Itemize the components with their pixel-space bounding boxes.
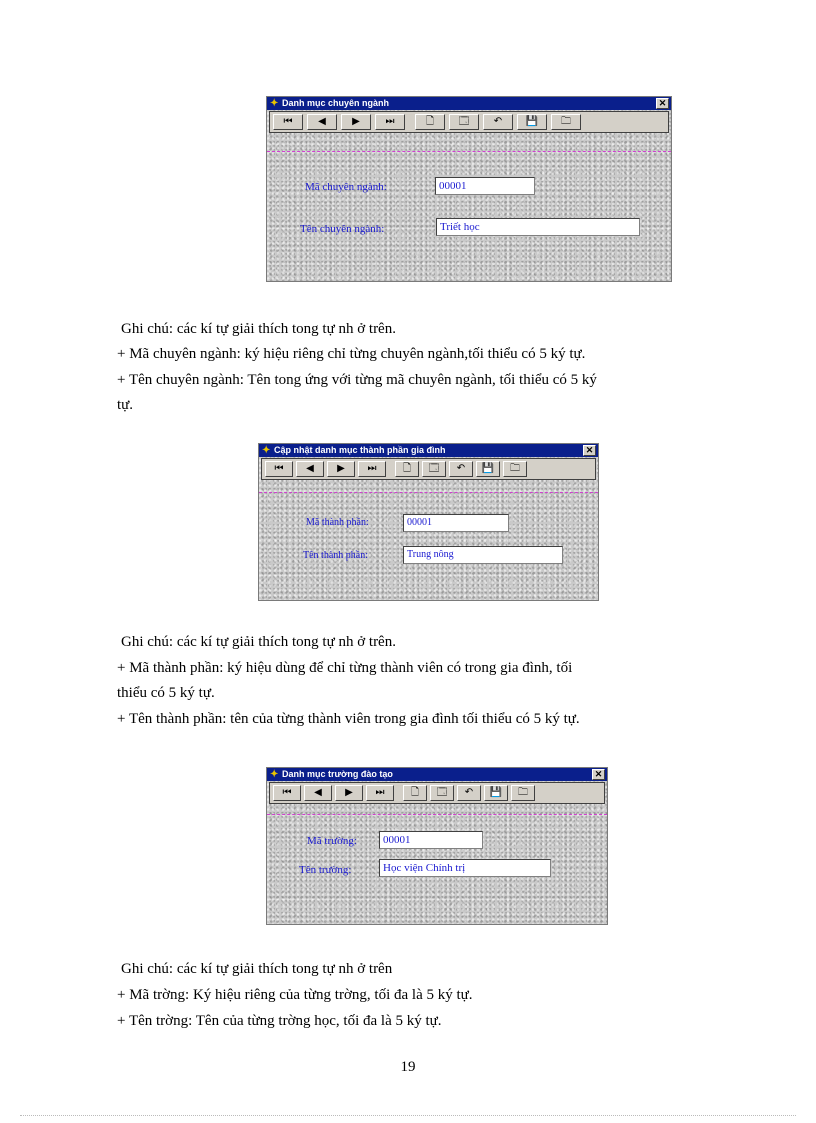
first-record-button[interactable]: ⏮: [273, 114, 303, 130]
first-record-button[interactable]: ⏮: [265, 461, 293, 477]
window-title: Danh mục chuyên ngành: [282, 98, 390, 108]
separator-line: [267, 814, 607, 816]
field1-input[interactable]: 00001: [403, 514, 509, 532]
next-record-button[interactable]: ▶: [335, 785, 363, 801]
field1-label: Mã chuyên ngành:: [305, 181, 387, 193]
window-titlebar: [267, 768, 607, 781]
note-line: Ghi chú: các kí tự giải thích tong tự nh ở trên: [121, 961, 393, 977]
prev-record-button[interactable]: ◀: [307, 114, 337, 130]
prev-record-button[interactable]: ◀: [304, 785, 332, 801]
close-button[interactable]: ✕: [592, 769, 605, 780]
field2-label: Tên trường:: [299, 864, 352, 876]
note-line: + Tên thành phần: tên của từng thành viên trong gia đình tối thiểu có 5 ký tự.: [117, 711, 580, 727]
window-titlebar: [259, 444, 598, 457]
delete-record-button[interactable]: 🗔: [449, 114, 479, 130]
save-button[interactable]: 💾: [484, 785, 508, 801]
window-titlebar: [267, 97, 671, 110]
separator-line: [259, 492, 598, 494]
close-button[interactable]: ✕: [583, 445, 596, 456]
window-cap-nhat-thanh-phan: [258, 443, 599, 601]
field2-input[interactable]: Trung nông: [403, 546, 563, 564]
app-icon: ✦: [270, 98, 279, 109]
exit-button[interactable]: 🗀: [503, 461, 527, 477]
field2-input[interactable]: Triết học: [436, 218, 640, 236]
note-line: + Mã trờng: Ký hiệu riêng của từng trờng, tối đa là 5 ký tự.: [117, 987, 473, 1003]
note-line: thiểu có 5 ký tự.: [117, 685, 215, 701]
window-danh-muc-truong: [266, 767, 608, 925]
note-line: tự.: [117, 397, 134, 413]
first-record-button[interactable]: ⏮: [273, 785, 301, 801]
footer-divider: [20, 1115, 796, 1116]
nav-toolbar: [261, 458, 596, 480]
undo-button[interactable]: ↶: [483, 114, 513, 130]
exit-button[interactable]: 🗀: [551, 114, 581, 130]
field2-input[interactable]: Học viện Chính trị: [379, 859, 551, 877]
separator-line: [267, 151, 671, 153]
note-line: + Tên trờng: Tên của từng trờng học, tối đa là 5 ký tự.: [117, 1013, 442, 1029]
last-record-button[interactable]: ⏭: [375, 114, 405, 130]
new-record-button[interactable]: 🗋: [403, 785, 427, 801]
prev-record-button[interactable]: ◀: [296, 461, 324, 477]
next-record-button[interactable]: ▶: [327, 461, 355, 477]
app-icon: ✦: [262, 445, 271, 456]
nav-toolbar: [269, 111, 669, 133]
exit-button[interactable]: 🗀: [511, 785, 535, 801]
delete-record-button[interactable]: 🗔: [422, 461, 446, 477]
delete-record-button[interactable]: 🗔: [430, 785, 454, 801]
undo-button[interactable]: ↶: [457, 785, 481, 801]
field2-label: Tên chuyên ngành:: [300, 223, 385, 235]
save-button[interactable]: 💾: [476, 461, 500, 477]
window-title: Danh mục trường đào tạo: [282, 769, 393, 779]
last-record-button[interactable]: ⏭: [358, 461, 386, 477]
note-line: + Mã thành phần: ký hiệu dùng để chỉ từng thành viên có trong gia đình, tối: [117, 660, 573, 676]
field1-input[interactable]: 00001: [435, 177, 535, 195]
close-button[interactable]: ✕: [656, 98, 669, 109]
note-line: Ghi chú: các kí tự giải thích tong tự nh ở trên.: [121, 634, 396, 650]
nav-toolbar: [269, 782, 605, 804]
window-title: Cập nhật danh mục thành phần gia đình: [274, 445, 446, 455]
note-line: + Tên chuyên ngành: Tên tong ứng với từng mã chuyên ngành, tối thiểu có 5 ký: [117, 372, 597, 388]
new-record-button[interactable]: 🗋: [395, 461, 419, 477]
window-danh-muc-chuyen-nganh: [266, 96, 672, 282]
next-record-button[interactable]: ▶: [341, 114, 371, 130]
note-line: + Mã chuyên ngành: ký hiệu riêng chỉ từng chuyên ngành,tối thiểu có 5 ký tự.: [117, 346, 586, 362]
app-icon: ✦: [270, 769, 279, 780]
field1-label: Mã trường:: [307, 835, 357, 847]
last-record-button[interactable]: ⏭: [366, 785, 394, 801]
undo-button[interactable]: ↶: [449, 461, 473, 477]
save-button[interactable]: 💾: [517, 114, 547, 130]
field1-label: Mã thành phần:: [306, 517, 369, 528]
field2-label: Tên thành phần:: [303, 550, 368, 561]
note-line: Ghi chú: các kí tự giải thích tong tự nh ở trên.: [121, 321, 396, 337]
field1-input[interactable]: 00001: [379, 831, 483, 849]
new-record-button[interactable]: 🗋: [415, 114, 445, 130]
page-number: 19: [400, 1059, 416, 1075]
